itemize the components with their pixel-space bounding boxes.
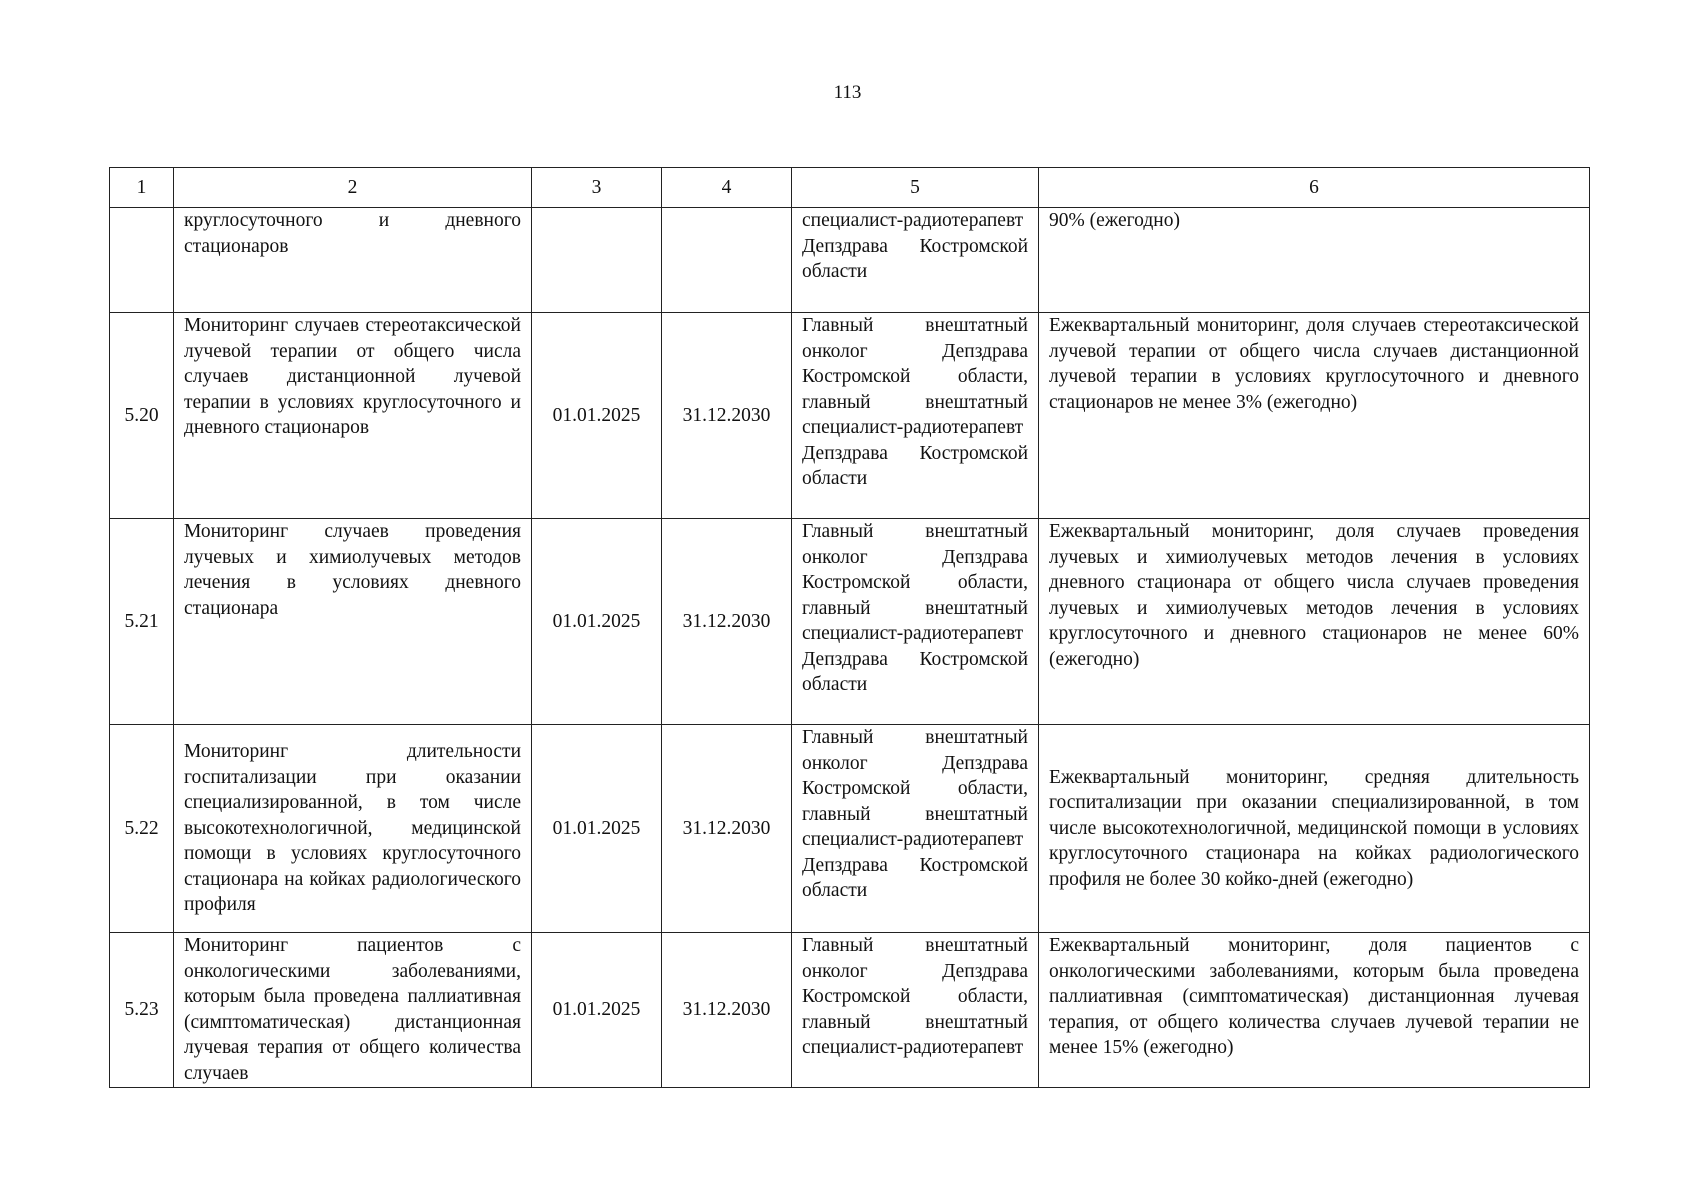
table-row	[110, 725, 1590, 933]
table-row	[110, 933, 1590, 1088]
result-cell: Ежеквартальный мониторинг, доля пациентов с онкологическими заболеваниями, которым была проведена паллиативная (симптоматическая) дистанционная лучевая терапия, от общего количества случаев лучевой терапии не менее 15% (ежегодно)	[1039, 933, 1590, 1088]
responsible-cell: Главный внештатный онколог Депздрава Костромской области, главный внештатный специалист-радиотерапевт Депздрава Костромской области	[792, 725, 1039, 933]
row-number: 5.20	[110, 313, 174, 519]
activity-cell: Мониторинг случаев проведения лучевых и химиолучевых методов лечения в условиях дневного стационара	[174, 519, 532, 725]
row-number: 5.22	[110, 725, 174, 933]
result-cell: Ежеквартальный мониторинг, средняя длительность госпитализации при оказании специализированной, в том числе высокотехнологичной, медицинской помощи в условиях круглосуточного стационара на койках радиологического профиля не более 30 койко-дней (ежегодно)	[1039, 725, 1590, 933]
column-header: 1	[110, 168, 174, 208]
row-number: 5.21	[110, 519, 174, 725]
activities-table	[109, 167, 1590, 1088]
end-date-cell: 31.12.2030	[662, 933, 792, 1088]
activity-cell: Мониторинг пациентов с онкологическими заболеваниями, которым была проведена паллиативная (симптоматическая) дистанционная лучевая терапия от общего количества случаев	[174, 933, 532, 1088]
row-number	[110, 208, 174, 313]
column-header: 2	[174, 168, 532, 208]
column-header: 3	[532, 168, 662, 208]
end-date-cell: 31.12.2030	[662, 519, 792, 725]
start-date-cell: 01.01.2025	[532, 519, 662, 725]
table-header-row	[110, 168, 1590, 208]
start-date-cell	[532, 208, 662, 313]
responsible-cell: Главный внештатный онколог Депздрава Костромской области, главный внештатный специалист-радиотерапевт	[792, 933, 1039, 1088]
start-date-cell: 01.01.2025	[532, 313, 662, 519]
row-number: 5.23	[110, 933, 174, 1088]
activity-cell: круглосуточного и дневного стационаров	[174, 208, 532, 313]
column-header: 5	[792, 168, 1039, 208]
responsible-cell: Главный внештатный онколог Депздрава Костромской области, главный внештатный специалист-радиотерапевт Депздрава Костромской области	[792, 519, 1039, 725]
table-row	[110, 208, 1590, 313]
table-row	[110, 519, 1590, 725]
result-cell: Ежеквартальный мониторинг, доля случаев стереотаксической лучевой терапии от общего числа случаев дистанционной лучевой терапии в условиях круглосуточного и дневного стационаров не менее 3% (ежегодно)	[1039, 313, 1590, 519]
column-header: 4	[662, 168, 792, 208]
start-date-cell: 01.01.2025	[532, 933, 662, 1088]
table-row	[110, 313, 1590, 519]
activity-cell: Мониторинг длительности госпитализации при оказании специализированной, в том числе высокотехнологичной, медицинской помощи в условиях круглосуточного стационара на койках радиологического профиля	[174, 725, 532, 933]
result-cell: 90% (ежегодно)	[1039, 208, 1590, 313]
responsible-cell: специалист-радиотерапевт Депздрава Костромской области	[792, 208, 1039, 313]
page-number: 113	[833, 82, 862, 103]
end-date-cell: 31.12.2030	[662, 725, 792, 933]
responsible-cell: Главный внештатный онколог Депздрава Костромской области, главный внештатный специалист-радиотерапевт Депздрава Костромской области	[792, 313, 1039, 519]
end-date-cell: 31.12.2030	[662, 313, 792, 519]
result-cell: Ежеквартальный мониторинг, доля случаев проведения лучевых и химиолучевых методов лечения в условиях дневного стационара от общего числа случаев проведения лучевых и химиолучевых методов лечения в условиях круглосуточного и дневного стационаров не менее 60% (ежегодно)	[1039, 519, 1590, 725]
column-header: 6	[1039, 168, 1590, 208]
start-date-cell: 01.01.2025	[532, 725, 662, 933]
end-date-cell	[662, 208, 792, 313]
activity-cell: Мониторинг случаев стереотаксической лучевой терапии от общего числа случаев дистанционной лучевой терапии в условиях круглосуточного и дневного стационаров	[174, 313, 532, 519]
